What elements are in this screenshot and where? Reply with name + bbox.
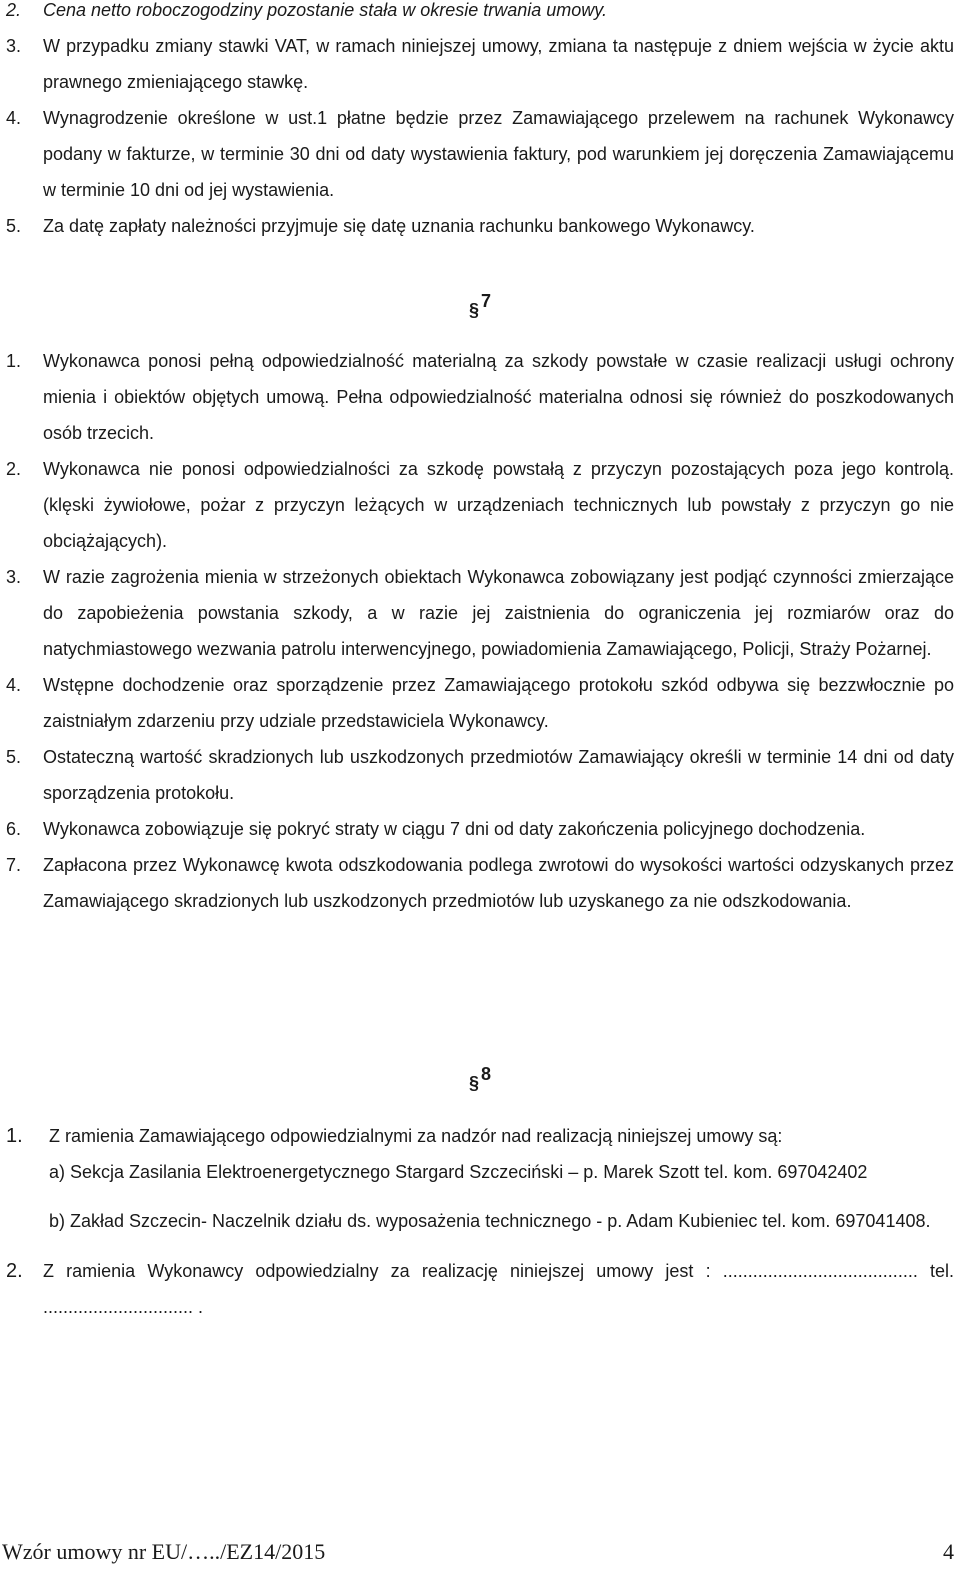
section-heading — [0, 291, 960, 321]
list-item — [0, 343, 960, 451]
section-number: 8 — [481, 1064, 492, 1084]
item-number: 2. — [6, 459, 22, 479]
item-number: 4. — [6, 108, 22, 128]
list-item — [0, 667, 960, 739]
item-number: 1. — [6, 1125, 23, 1147]
item-text: W przypadku zmiany stawki VAT, w ramach niniejszej umowy, zmiana ta następuje z dniem wejścia w życie aktu prawnego zmieniającego stawkę. — [43, 36, 954, 92]
item-text: Ostateczną wartość skradzionych lub uszkodzonych przedmiotów Zamawiający określi w terminie 14 dni od daty sporządzenia protokołu. — [43, 747, 954, 803]
item-number: 1. — [6, 351, 22, 371]
list-item — [0, 739, 960, 811]
item-text: Wykonawca nie ponosi odpowiedzialności za szkodę powstałą z przyczyn pozostających poza jego kontrolą. (klęski żywiołowe, pożar z przyczyn leżących w urządzeniach technicznych lub powstały z przyczyn go nie obciążających). — [43, 459, 954, 551]
item-number: 7. — [6, 855, 22, 875]
list-item — [0, 559, 960, 667]
item-text: W razie zagrożenia mienia w strzeżonych obiektach Wykonawca zobowiązany jest podjąć czynności zmierzające do zapobieżenia powstania szkody, a w razie jej zaistnienia do ograniczenia jej rozmiarów oraz do natychmiastowego wezwania patrolu interwencyjnego, powiadomienia Zamawiającego, Policji, Straży Pożarnej. — [43, 567, 954, 659]
item-number: 5. — [6, 747, 22, 767]
item-number: 2. — [6, 0, 22, 20]
page-number: 4 — [943, 1539, 954, 1564]
item-text: Wykonawca ponosi pełną odpowiedzialność materialną za szkody powstałe w czasie realizacji usługi ochrony mienia i obiektów objętych umową. Pełna odpowiedzialność materialna odnosi się również do poszkodowanych osób trzecich. — [43, 351, 954, 443]
contact-a: a) Sekcja Zasilania Elektroenergetycznego Stargard Szczeciński – p. Marek Szott tel. kom. 697042402 — [49, 1162, 868, 1182]
item-text: Wynagrodzenie określone w ust.1 płatne będzie przez Zamawiającego przelewem na rachunek Wykonawcy podany w fakturze, w terminie 30 dni od daty wystawienia faktury, pod warunkiem jej doręczenia Zamawiającemu w terminie 10 dni od jej wystawienia. — [43, 108, 954, 200]
list-item — [0, 847, 960, 919]
item-text: Wstępne dochodzenie oraz sporządzenie przez Zamawiającego protokołu szkód odbywa się bezzwłocznie po zaistniałym zdarzeniu przy udziale przedstawiciela Wykonawcy. — [43, 675, 954, 731]
item-text: Za datę zapłaty należności przyjmuje się datę uznania rachunku bankowego Wykonawcy. — [43, 216, 755, 236]
list-item — [0, 0, 960, 28]
section-mark: § — [468, 300, 479, 320]
item-text: Z ramienia Zamawiającego odpowiedzialnymi za nadzór nad realizacją niniejszej umowy są: — [49, 1126, 783, 1146]
contact-b: b) Zakład Szczecin- Naczelnik działu ds. wyposażenia technicznego - p. Adam Kubieniec tel. kom. 697041408. — [49, 1211, 931, 1231]
item-number: 5. — [6, 216, 22, 236]
list-item — [0, 811, 960, 847]
item-text: Wykonawca zobowiązuje się pokryć straty w ciągu 7 dni od daty zakończenia policyjnego dochodzenia. — [43, 819, 866, 839]
item-text: Cena netto roboczogodziny pozostanie stała w okresie trwania umowy. — [43, 0, 607, 20]
item-number: 2. — [6, 1260, 23, 1282]
section-7-list — [0, 343, 960, 919]
list-item — [0, 100, 960, 208]
list-item — [0, 1253, 960, 1325]
section-heading — [0, 1064, 960, 1094]
item-text: Zapłacona przez Wykonawcę kwota odszkodowania podlega zwrotowi do wysokości wartości odzyskanych przez Zamawiającego skradzionych lub uszkodzonych przedmiotów lub uzyskanego za nie odszkodowania. — [43, 855, 954, 911]
item-number: 6. — [6, 819, 22, 839]
item-number: 3. — [6, 567, 22, 587]
list-item — [0, 208, 960, 244]
item-number: 4. — [6, 675, 22, 695]
item-number: 3. — [6, 36, 22, 56]
item-text: Z ramienia Wykonawcy odpowiedzialny za realizację niniejszej umowy jest : ....................................... tel. .............................. . — [43, 1261, 954, 1317]
page-footer — [0, 1537, 960, 1569]
section-mark: § — [468, 1073, 479, 1093]
list-item — [0, 28, 960, 100]
list-item — [0, 451, 960, 559]
section-number: 7 — [481, 291, 492, 311]
section-8-list — [0, 1118, 960, 1325]
top-list — [0, 0, 960, 244]
list-item — [0, 1118, 960, 1154]
contract-template-number: Wzór umowy nr EU/…../EZ14/2015 — [2, 1539, 326, 1564]
